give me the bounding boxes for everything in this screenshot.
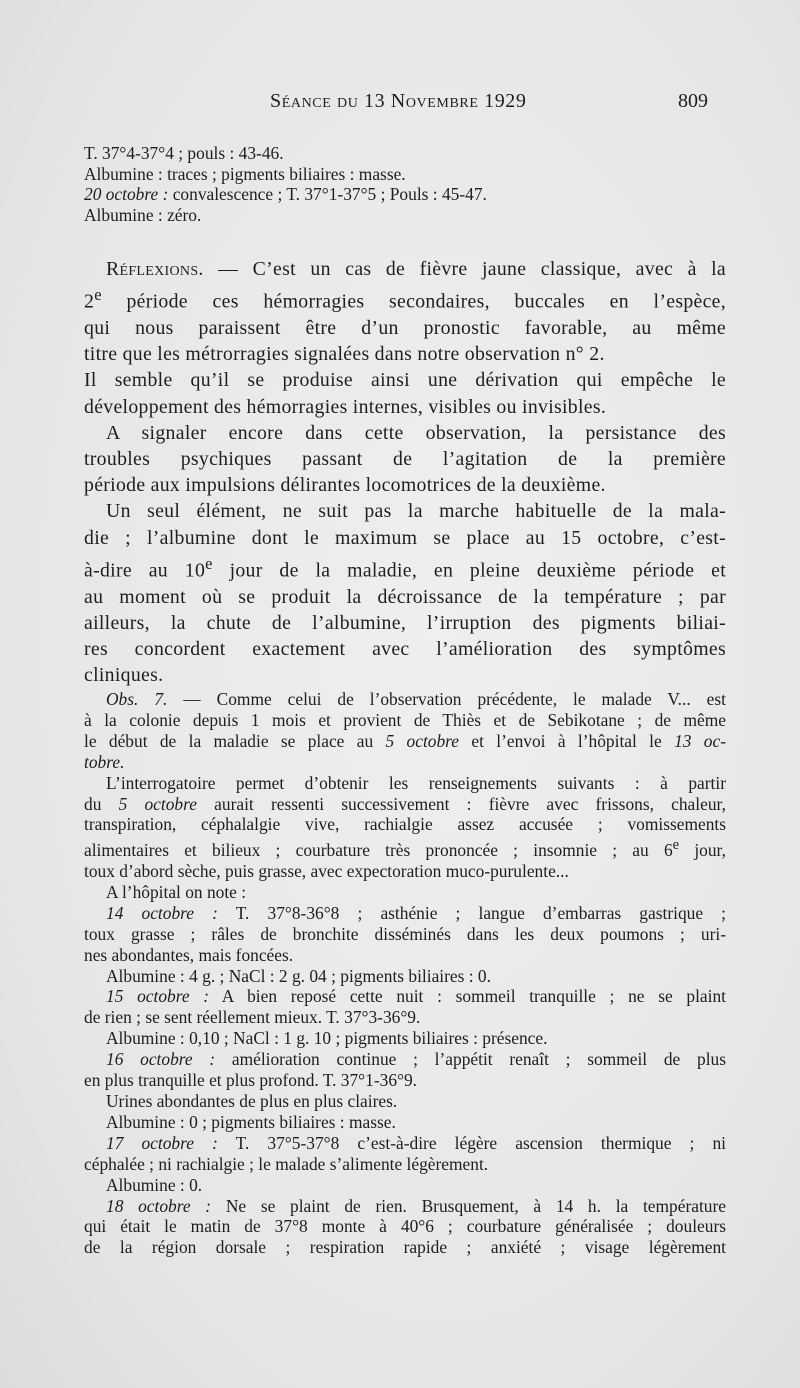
text-line: res concordent exactement avec l’amélioration des symptômes xyxy=(84,638,726,661)
text-line: T. 37°4-37°4 ; pouls : 43-46. xyxy=(84,143,284,163)
text-line: à la colonie depuis 1 mois et provient de Thiès et de Sebikotane ; de même xyxy=(84,709,726,730)
text-line: le début de la maladie se place au 5 octobre et l’envoi à l’hôpital le 13 oc- xyxy=(84,730,726,751)
text-line: en plus tranquille et plus profond. T. 37°1-36°9. xyxy=(84,1070,418,1091)
text-line: 14 octobre : T. 37°8-36°8 ; asthénie ; langue d’embarras gastrique ; xyxy=(106,902,727,923)
text-line: A signaler encore dans cette observation, la persistance des xyxy=(106,421,726,444)
text-line: A l’hôpital on note : xyxy=(106,881,247,902)
text-line: Albumine : zéro. xyxy=(84,205,202,226)
running-title: Séance du 13 Novembre 1929 xyxy=(270,90,527,112)
text-line: toux grasse ; râles de bronchite disséminés dans les deux poumons ; uri- xyxy=(84,923,726,944)
text-line: Albumine : traces ; pigments biliaires : masse. xyxy=(84,163,406,184)
text-line: développement des hémorragies internes, visibles ou invisibles. xyxy=(84,395,607,418)
text-line: 20 octobre : convalescence ; T. 37°1-37°5 ; Pouls : 45-47. xyxy=(84,184,487,205)
text-line: période aux impulsions délirantes locomotrices de la deuxième. xyxy=(84,474,606,497)
text-line: au moment où se produit la décroissance de la température ; par xyxy=(84,585,726,608)
text-line: à-dire au 10e jour de la maladie, en pleine deuxième période et xyxy=(84,553,726,582)
text-line: Réflexions. — C’est un cas de fièvre jaune classique, avec à la xyxy=(106,258,726,280)
text-line: nes abondantes, mais foncées. xyxy=(84,944,294,965)
text-line: Albumine : 4 g. ; NaCl : 2 g. 04 ; pigments biliaires : 0. xyxy=(106,965,491,986)
text-line: Albumine : 0,10 ; NaCl : 1 g. 10 ; pigments biliaires : présence. xyxy=(106,1028,548,1049)
text-line: ailleurs, la chute de l’albumine, l’irruption des pigments biliai- xyxy=(84,611,726,634)
page-header xyxy=(0,90,800,124)
text-line: Un seul élément, ne suit pas la marche habituelle de la mala- xyxy=(106,500,726,523)
text-line: die ; l’albumine dont le maximum se place au 15 octobre, c’est- xyxy=(84,526,726,549)
text-line: 16 octobre : amélioration continue ; l’appétit renaît ; sommeil de plus xyxy=(106,1049,726,1070)
text-line: 17 octobre : T. 37°5-37°8 c’est-à-dire légère ascension thermique ; ni xyxy=(106,1132,726,1153)
observation-continuation xyxy=(84,143,726,226)
text-line: titre que les métrorragies signalées dans notre observation n° 2. xyxy=(84,343,605,366)
text-line: Obs. 7. — Comme celui de l’observation précédente, le malade V... est xyxy=(106,689,726,709)
text-line: Albumine : 0. xyxy=(106,1174,203,1195)
text-line: céphalée ; ni rachialgie ; le malade s’alimente légèrement. xyxy=(84,1153,489,1174)
text-line: 2e période ces hémorragies secondaires, buccales en l’espèce, xyxy=(84,285,726,313)
text-line: L’interrogatoire permet d’obtenir les renseignements suivants : à partir xyxy=(106,772,726,793)
text-line: Il semble qu’il se produise ainsi une dérivation qui empêche le xyxy=(84,369,726,392)
text-line: toux d’abord sèche, puis grasse, avec expectoration muco-purulente... xyxy=(84,861,569,882)
text-line: troubles psychiques passant de l’agitation de la première xyxy=(84,448,726,471)
reflexions-paragraph xyxy=(84,256,726,688)
text-line: du 5 octobre aurait ressenti successivement : fièvre avec frissons, chaleur, xyxy=(84,793,726,814)
text-line: Urines abondantes de plus en plus claires. xyxy=(106,1091,398,1112)
page-number: 809 xyxy=(678,90,708,112)
text-line: de rien ; se sent réellement mieux. T. 37°3-36°9. xyxy=(84,1007,421,1028)
text-line: Albumine : 0 ; pigments biliaires : masse. xyxy=(106,1111,396,1132)
text-line: cliniques. xyxy=(84,664,164,687)
text-line: tobre. xyxy=(84,751,125,772)
text-line: qui était le matin de 37°8 monte à 40°6 ; courbature généralisée ; douleurs xyxy=(84,1216,726,1237)
observation-7 xyxy=(84,689,726,1258)
text-line: 15 octobre : A bien reposé cette nuit : sommeil tranquille ; ne se plaint xyxy=(106,986,726,1007)
text-line: qui nous paraissent être d’un pronostic favorable, au même xyxy=(84,317,726,339)
text-line: 18 octobre : Ne se plaint de rien. Brusquement, à 14 h. la température xyxy=(106,1195,726,1216)
text-line: transpiration, céphalalgie vive, rachialgie assez accusée ; vomissements xyxy=(84,814,726,835)
text-line: de la région dorsale ; respiration rapide ; anxiété ; visage légèrement xyxy=(84,1237,726,1258)
text-line: alimentaires et bilieux ; courbature très prononcée ; insomnie ; au 6e jour, xyxy=(84,837,726,861)
